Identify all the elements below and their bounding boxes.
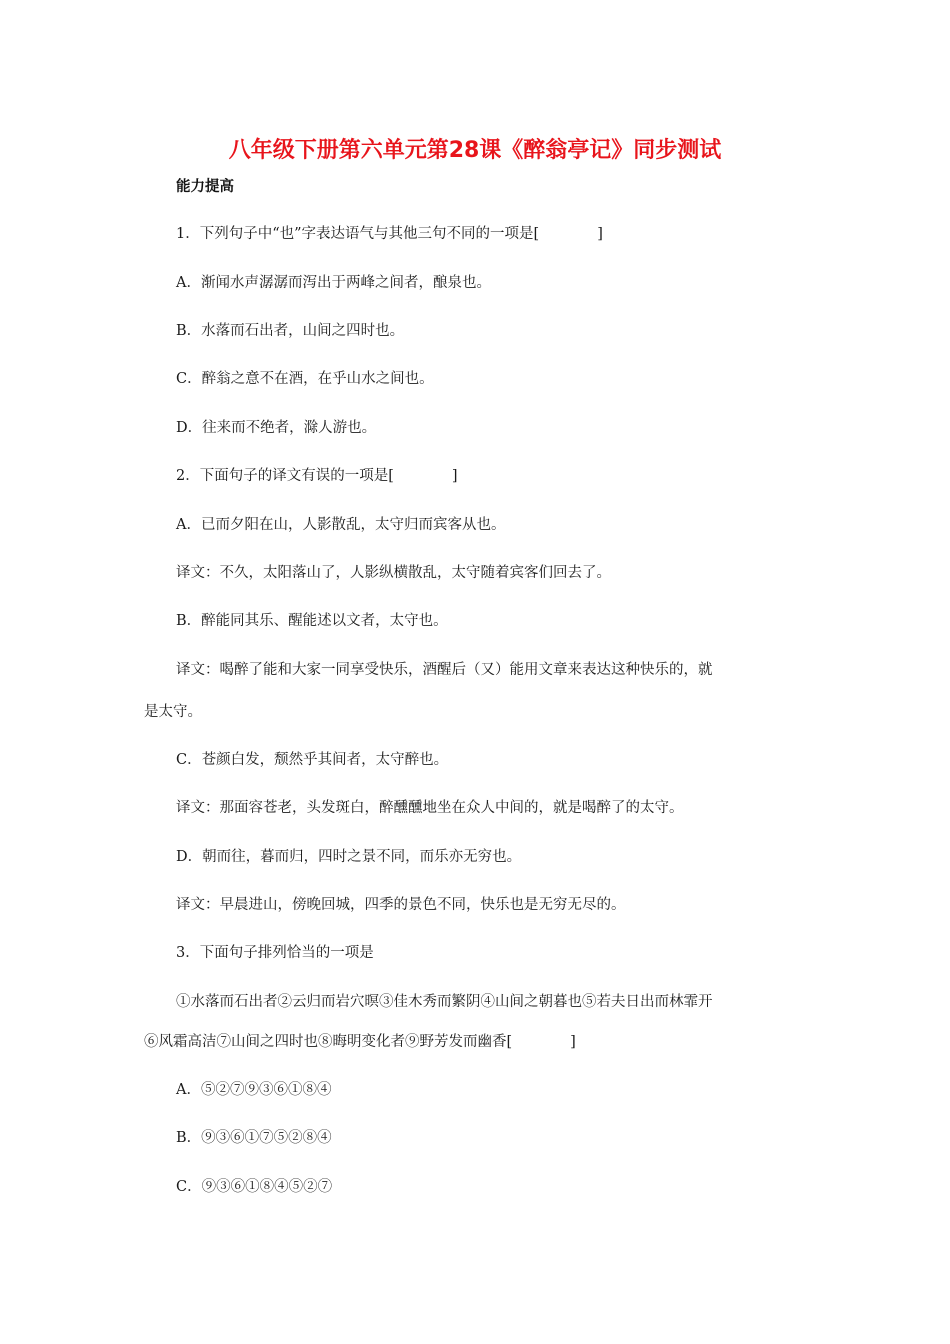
question-3-bracket-close: ] xyxy=(570,1034,576,1050)
question-1-bracket-close: ] xyxy=(597,226,603,242)
question-3-option-b: B．⑨③⑥①⑦⑤②⑧④ xyxy=(176,1130,332,1146)
question-3-stem: 3．下面句子排列恰当的一项是 xyxy=(176,945,374,961)
question-1-stem xyxy=(176,223,603,245)
question-2-option-a-translation: 译文：不久，太阳落山了，人影纵横散乱，太守随着宾客们回去了。 xyxy=(176,565,611,581)
question-1-option-c: C．醉翁之意不在酒，在乎山水之间也。 xyxy=(176,371,434,387)
document-title: 八年级下册第六单元第28课《醉翁亭记》同步测试 xyxy=(228,138,722,163)
question-3-items-text: ⑥风霜高洁⑦山间之四时也⑧晦明变化者⑨野芳发而幽香[ xyxy=(144,1034,513,1050)
question-2-option-d: D．朝而往，暮而归，四时之景不同，而乐亦无穷也。 xyxy=(176,849,522,865)
question-1-stem-text: 1．下列句子中“也”字表达语气与其他三句不同的一项是[ xyxy=(176,226,540,242)
question-3-option-a: A．⑤②⑦⑨③⑥①⑧④ xyxy=(176,1082,332,1098)
question-1-option-d: D．往来而不绝者，滁人游也。 xyxy=(176,420,377,436)
section-heading: 能力提高 xyxy=(176,179,234,195)
question-2-option-c: C．苍颜白发，颓然乎其间者，太守醉也。 xyxy=(176,752,449,768)
question-3-items-line-1: ①水落而石出者②云归而岩穴暝③佳木秀而繁阴④山间之朝暮也⑤若夫日出而林霏开 xyxy=(176,994,713,1010)
question-2-option-d-translation: 译文：早晨进山，傍晚回城，四季的景色不同，快乐也是无穷无尽的。 xyxy=(176,897,626,913)
question-2-option-a: A．已而夕阳在山，人影散乱，太守归而宾客从也。 xyxy=(176,517,506,533)
question-2-option-c-translation: 译文：那面容苍老，头发斑白，醉醺醺地坐在众人中间的，就是喝醉了的太守。 xyxy=(176,800,684,816)
question-2-option-b-translation-line-2: 是太守。 xyxy=(144,704,202,720)
question-3-items-line-2 xyxy=(144,1031,576,1053)
question-2-option-b-translation-line-1: 译文：喝醉了能和大家一同享受快乐，酒醒后（又）能用文章来表达这种快乐的，就 xyxy=(176,662,713,678)
question-2-stem-text: 2．下面句子的译文有误的一项是[ xyxy=(176,468,394,484)
question-1-option-a: A．渐闻水声潺潺而泻出于两峰之间者，酿泉也。 xyxy=(176,275,491,291)
question-3-option-c: C．⑨③⑥①⑧④⑤②⑦ xyxy=(176,1179,333,1195)
question-1-option-b: B．水落而石出者，山间之四时也。 xyxy=(176,323,405,339)
question-2-option-b: B．醉能同其乐、醒能述以文者，太守也。 xyxy=(176,613,448,629)
question-2-stem xyxy=(176,465,458,487)
question-2-bracket-close: ] xyxy=(451,468,458,484)
